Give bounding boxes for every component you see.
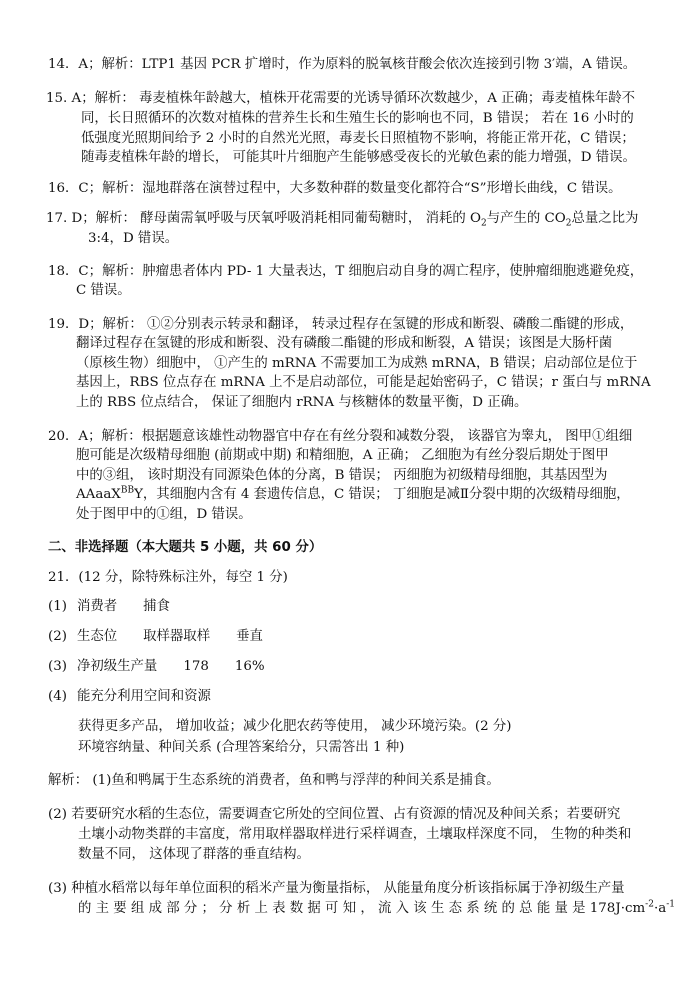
answer-20-line-2: 胞可能是次级精母细胞 (前期或中期) 和精细胞，A 正确； 乙细胞为有丝分裂后期处于图甲 <box>76 448 609 463</box>
answer-16: 16．C；解析：湿地群落在演替过程中，大多数种群的数量变化都符合“S”形增长曲线，C 错误。 <box>48 181 622 196</box>
answer-20-line-3: 中的③组， 该时期没有同源染色体的分离，B 错误； 丙细胞为初级精母细胞，其基因型为 <box>76 468 608 483</box>
answer-17-line-2: 3:4，D 错误。 <box>88 231 179 246</box>
answer-15-line-1: 15. A；解析： 毒麦植株年龄越大，植株开花需要的光诱导循环次数越少，A 正确；毒麦植株年龄不 <box>46 91 636 106</box>
answer-21-part-3: (3) 净初级生产量 178 16% <box>48 659 265 674</box>
answer-19-line-4: 基因上，RBS 位点存在 mRNA 上不是启动部位，可能是起始密码子，C 错误；r 蛋白与 mRNA <box>76 375 651 390</box>
explanation-3-line-1: (3) 种植水稻常以每年单位面积的稻米产量为衡量指标， 从能量角度分析该指标属于净初级生产量 <box>48 881 625 896</box>
answer-14: 14．A；解析：LTP1 基因 PCR 扩增时，作为原料的脱氧核苷酸会依次连接到引物 3′端，A 错误。 <box>48 57 637 72</box>
answer-19-line-3: （原核生物）细胞中， ①产生的 mRNA 不需要加工为成熟 mRNA，B 错误；启动部位是位于 <box>76 356 638 371</box>
answer-15-line-2: 同，长日照循环的次数对植株的营养生长和生殖生长的影响也不同，B 错误； 若在 16 小时的 <box>81 111 634 126</box>
explanation-3-line-2: 的 主 要 组 成 部 分 ； 分 析 上 表 数 据 可 知 ， 流 入 该 生 态 系 统 的 总 能 量 是 $178J\cdot cm^{-2}\cdot a^{-1}$ <box>78 899 675 916</box>
explanation-2-line-3: 数量不同， 这体现了群落的垂直结构。 <box>78 847 310 862</box>
answer-21-part-1: (1) 消费者 捕食 <box>48 599 170 614</box>
answer-21-part-2: (2) 生态位 取样器取样 垂直 <box>48 629 263 644</box>
answer-21-part-4: (4) 能充分利用空间和资源 <box>48 689 211 704</box>
answer-21-header: 21．(12 分，除特殊标注外，每空 1 分) <box>48 570 288 585</box>
answer-18-line-2: C 错误。 <box>76 283 131 298</box>
answer-20-line-4: AAaaX$^{BB}$Y，其细胞内含有 4 套遗传信息，C 错误； 丁细胞是减Ⅱ分裂中期的次级精母细胞， <box>76 485 630 502</box>
answer-20-line-5: 处于图甲中的①组，D 错误。 <box>76 507 252 522</box>
answer-19-line-5: 上的 RBS 位点结合， 保证了细胞内 rRNA 与核糖体的数量平衡，D 正确。 <box>76 395 528 410</box>
answer-18-line-1: 18．C；解析：肿瘤患者体内 PD- 1 大量表达，T 细胞启动自身的凋亡程序，使肿瘤细胞逃避免疫， <box>48 264 644 279</box>
answer-19-line-1: 19．D；解析： ①②分别表示转录和翻译， 转录过程存在氢键的形成和断裂、磷酸二酯键的形成， <box>48 317 634 332</box>
answer-21-part-4-sub-1: 获得更多产品， 增加收益；减少化肥农药等使用， 减少环境污染。(2 分) <box>78 719 512 734</box>
answer-21-part-4-sub-2: 环境容纳量、种间关系 (合理答案给分，只需答出 1 种) <box>78 740 405 755</box>
explanation-2-line-1: (2) 若要研究水稻的生态位，需要调查它所处的空间位置、占有资源的情况及种间关系；若要研究 <box>48 807 621 822</box>
answer-17-line-1: 17. D；解析： 酵母菌需氧呼吸与厌氧呼吸消耗相同葡萄糖时， 消耗的 $O_2$与产生的 $CO_2$总量之比为 <box>46 211 639 229</box>
answer-20-line-1: 20．A；解析：根据题意该雄性动物器官中存在有丝分裂和减数分裂， 该器官为睾丸， 图甲①组细 <box>48 429 633 444</box>
explanation-2-line-2: 土壤小动物类群的丰富度，常用取样器取样进行采样调查，土壤取样深度不同， 生物的种类和 <box>78 827 632 842</box>
section-heading: 二、非选择题（本大题共 5 小题，共 60 分） <box>48 540 323 555</box>
answer-15-line-4: 随毒麦植株年龄的增长， 可能其叶片细胞产生能够感受夜长的光敏色素的能力增强，D 错误。 <box>81 150 636 165</box>
answer-19-line-2: 翻译过程存在氢键的形成和断裂、没有磷酸二酯键的形成和断裂，A 错误；该图是大肠杆菌 <box>76 336 613 351</box>
explanation-line-1: 解析： (1)鱼和鸭属于生态系统的消费者，鱼和鸭与浮萍的种间关系是捕食。 <box>48 773 500 788</box>
answer-15-line-3: 低强度光照期间给予 2 小时的自然光光照，毒麦长日照植物不影响，将能正常开花，C 错误； <box>81 131 635 146</box>
